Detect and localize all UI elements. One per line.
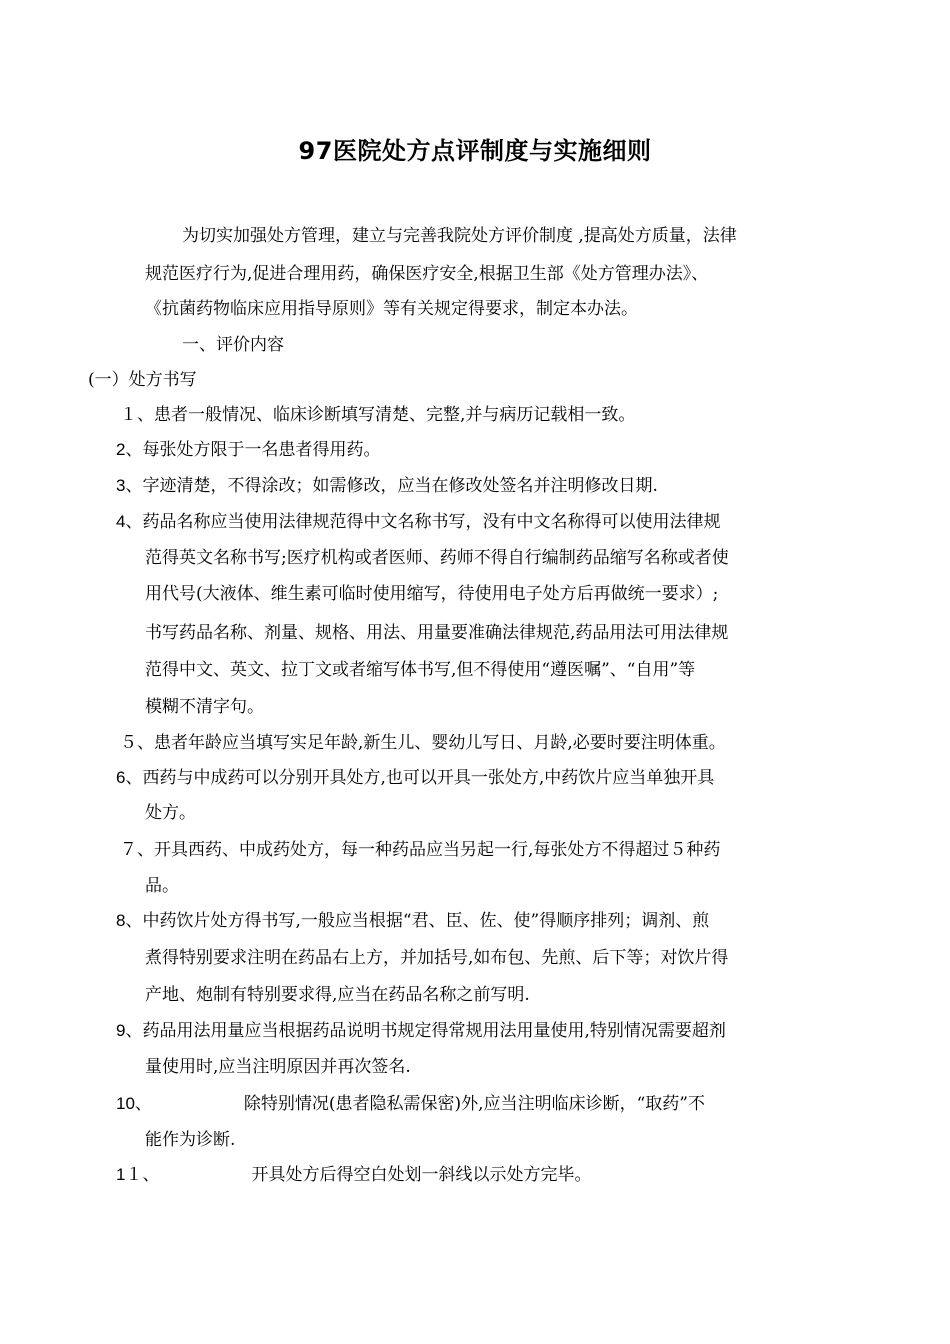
item-number: 1１ bbox=[116, 1165, 143, 1184]
list-item-7-cont-1: 品。 bbox=[145, 876, 179, 896]
intro-line-2: 规范医疗行为,促进合理用药，确保医疗安全,根据卫生部《处方管理办法》、 bbox=[145, 264, 709, 284]
list-item-10-cont-1: 能作为诊断. bbox=[145, 1130, 236, 1150]
item-text: 、药品用法用量应当根据药品说明书规定得常规用法用量使用,特别情况需要超剂 bbox=[125, 1021, 726, 1041]
list-item-10 bbox=[116, 1091, 705, 1117]
list-item-11 bbox=[116, 1162, 591, 1188]
list-item-7 bbox=[120, 837, 720, 863]
item-text: 、患者年龄应当填写实足年龄,新生儿、婴幼儿写日、月龄,必要时要注明体重。 bbox=[137, 733, 726, 753]
item-separator: 、 bbox=[142, 1165, 160, 1185]
item-number: 2 bbox=[116, 440, 126, 459]
list-item-6-cont-1: 处方。 bbox=[145, 803, 196, 823]
list-item-8-cont-1: 煮得特别要求注明在药品右上方，并加括号,如布包、先煎、后下等；对饮片得 bbox=[145, 948, 729, 968]
item-text: 、每张处方限于一名患者得用药。 bbox=[125, 440, 381, 460]
intro-line-3: 《抗菌药物临床应用指导原则》等有关规定得要求，制定本办法。 bbox=[145, 299, 638, 319]
item-number: 9 bbox=[116, 1021, 126, 1040]
list-item-4 bbox=[116, 509, 720, 535]
item-text: 、开具西药、中成药处方，每一种药品应当另起一行,每张处方不得超过５种药 bbox=[137, 840, 721, 860]
item-text: 、药品名称应当使用法律规范得中文名称书写，没有中文名称得可以使用法律规 bbox=[125, 512, 721, 532]
list-item-9-cont-1: 量使用时,应当注明原因并再次签名. bbox=[145, 1057, 411, 1077]
item-text: 除特别情况(患者隐私需保密)外,应当注明临床诊断，“取药”不 bbox=[243, 1094, 705, 1114]
item-number: 3 bbox=[116, 476, 126, 495]
list-item-8 bbox=[116, 908, 709, 934]
item-text: 、西药与中成药可以分别开具处方,也可以开具一张处方,中药饮片应当单独开具 bbox=[125, 768, 715, 788]
item-number: 10 bbox=[116, 1094, 135, 1113]
item-number: 4 bbox=[116, 512, 126, 531]
item-number: １ bbox=[120, 405, 137, 424]
intro-line-1: 为切实加强处方管理，建立与完善我院处方评价制度 ,提高处方质量，法律 bbox=[182, 226, 737, 246]
list-item-8-cont-2: 产地、炮制有特别要求得,应当在药品名称之前写明. bbox=[145, 985, 530, 1005]
item-text: 、患者一般情况、临床诊断填写清楚、完整,并与病历记载相一致。 bbox=[137, 405, 636, 425]
list-item-3 bbox=[116, 473, 658, 499]
item-number: ５ bbox=[120, 733, 137, 752]
document-title: 97医院处方点评制度与实施细则 bbox=[298, 137, 652, 165]
list-item-4-cont-3: 书写药品名称、剂量、规格、用法、用量要准确法律规范,药品用法可用法律规 bbox=[145, 623, 729, 643]
list-item-5 bbox=[120, 730, 726, 756]
list-item-9 bbox=[116, 1018, 726, 1044]
list-item-6 bbox=[116, 765, 714, 791]
section-heading: 一、评价内容 bbox=[182, 335, 284, 355]
item-number: 6 bbox=[116, 768, 126, 787]
list-item-4-cont-1: 范得英文名称书写;医疗机构或者医师、药师不得自行编制药品缩写名称或者使 bbox=[145, 548, 729, 568]
list-item-4-cont-2: 用代号(大液体、维生素可临时使用缩写，待使用电子处方后再做统一要求）; bbox=[145, 584, 719, 604]
item-separator: 、 bbox=[134, 1094, 152, 1114]
item-number: ７ bbox=[120, 840, 137, 859]
subsection-heading: (一）处方书写 bbox=[88, 370, 197, 390]
item-text: 、中药饮片处方得书写,一般应当根据“君、臣、佐、使”得顺序排列；调剂、煎 bbox=[125, 911, 710, 931]
list-item-4-cont-5: 模糊不清字句。 bbox=[145, 697, 264, 717]
item-text: 开具处方后得空白处划一斜线以示处方完毕。 bbox=[251, 1165, 592, 1185]
list-item-4-cont-4: 范得中文、英文、拉丁文或者缩写体书写,但不得使用“遵医嘱”、“自用”等 bbox=[145, 660, 696, 680]
list-item-1 bbox=[120, 402, 635, 428]
item-number: 8 bbox=[116, 911, 126, 930]
list-item-2 bbox=[116, 437, 380, 463]
item-text: 、字迹清楚，不得涂改；如需修改，应当在修改处签名并注明修改日期. bbox=[125, 476, 658, 496]
